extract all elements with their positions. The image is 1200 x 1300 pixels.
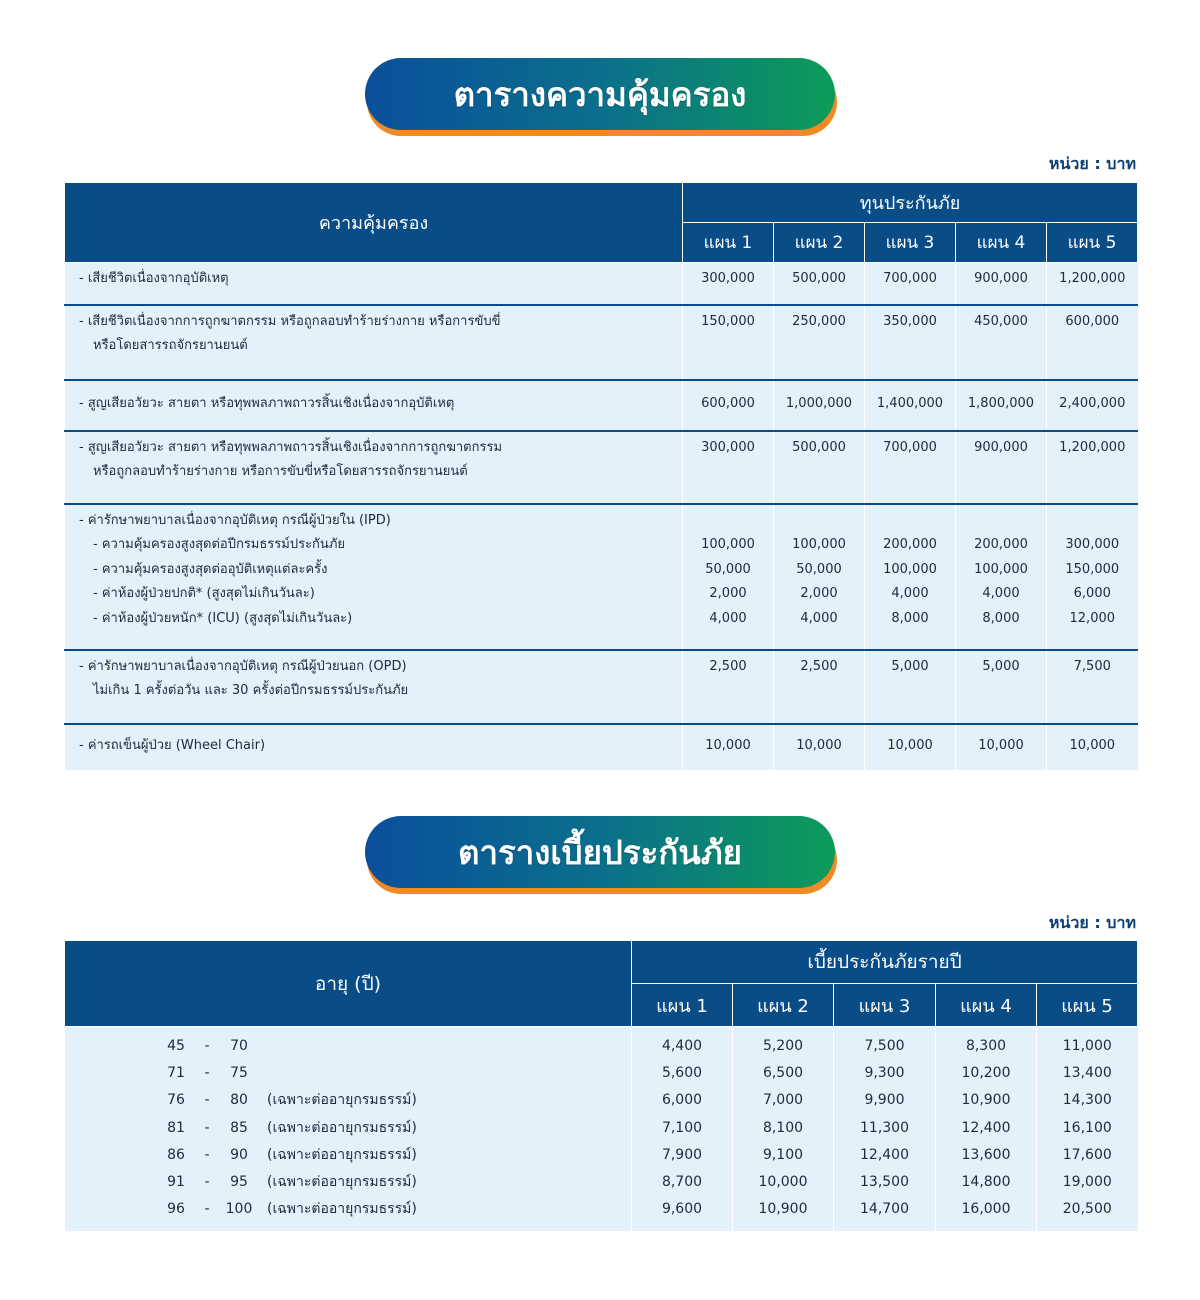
age-from: 45	[167, 1038, 185, 1054]
coverage-amount	[775, 509, 863, 534]
coverage-amount	[957, 509, 1045, 534]
coverage-amount: 500,000	[792, 439, 846, 455]
age-from: 81	[167, 1119, 185, 1136]
coverage-row	[65, 305, 1138, 380]
premium-amount: 7,900	[661, 1146, 703, 1163]
coverage-line: - ค่ารักษาพยาบาลเนื่องจากอุบัติเหตุ กรณีผู้ป่วยนอก (OPD)	[79, 658, 407, 674]
coverage-amount-cell	[683, 305, 774, 380]
plan-header: แผน 2	[774, 223, 865, 263]
age-to: 85	[230, 1119, 248, 1136]
coverage-amount: 100,000	[974, 561, 1028, 577]
premium-amount: 19,000	[1062, 1174, 1112, 1191]
age-dash: -	[204, 1146, 210, 1163]
coverage-description	[65, 263, 683, 305]
coverage-amount-cell	[774, 650, 865, 724]
coverage-amount: 200,000	[974, 537, 1028, 552]
coverage-amount-cell	[1047, 724, 1138, 770]
coverage-amount: 900,000	[974, 271, 1028, 286]
coverage-title-banner	[365, 58, 835, 130]
age-from: 76	[167, 1092, 185, 1109]
premium-amount: 14,800	[961, 1174, 1011, 1191]
coverage-amount: 200,000	[883, 537, 937, 552]
coverage-row	[65, 380, 1138, 431]
age-range	[157, 1060, 630, 1087]
premium-amount: 10,900	[961, 1092, 1011, 1109]
plan-header: แผน 5	[1037, 984, 1138, 1027]
age-note: (เฉพาะต่ออายุกรมธรรม์)	[267, 1201, 417, 1218]
coverage-amount-cell	[956, 724, 1047, 770]
coverage-amount: 100,000	[701, 537, 755, 552]
sum-insured-header: ทุนประกันภัย	[683, 183, 1138, 223]
premium-table	[64, 940, 1138, 1231]
coverage-title: ตารางความคุ้มครอง	[453, 74, 747, 114]
coverage-amount: 900,000	[974, 439, 1028, 455]
age-range	[157, 1142, 630, 1169]
coverage-subline: - ความคุ้มครองสูงสุดต่อปีกรมธรรม์ประกันภัย	[93, 537, 346, 552]
age-dash: -	[204, 1038, 210, 1054]
premium-amount: 13,500	[860, 1174, 909, 1191]
coverage-amount-cell	[865, 380, 956, 431]
coverage-amount-cell	[1047, 504, 1138, 650]
premium-amount: 17,600	[1062, 1146, 1112, 1163]
age-range	[157, 1196, 630, 1223]
premium-plan-cell	[834, 1027, 936, 1232]
premium-amount: 5,200	[762, 1038, 804, 1054]
premium-amount: 12,400	[961, 1119, 1011, 1136]
coverage-amount: 4,000	[891, 586, 929, 601]
coverage-description	[65, 305, 683, 380]
coverage-amount: 600,000	[701, 395, 755, 411]
coverage-amount	[866, 509, 954, 534]
age-note: (เฉพาะต่ออายุกรมธรรม์)	[267, 1174, 417, 1191]
coverage-amount-cell	[1047, 431, 1138, 504]
premium-amount: 6,500	[762, 1065, 804, 1082]
age-to: 80	[230, 1092, 248, 1109]
coverage-amount: 10,000	[1069, 737, 1116, 753]
premium-amount: 7,100	[661, 1119, 703, 1136]
coverage-amount: 2,400,000	[1059, 395, 1126, 411]
age-dash: -	[204, 1065, 210, 1082]
coverage-amount-cell	[865, 504, 956, 650]
coverage-amount: 1,200,000	[1059, 439, 1126, 455]
premium-amount: 8,700	[661, 1174, 703, 1191]
coverage-amount: 4,000	[800, 610, 838, 626]
coverage-row	[65, 431, 1138, 504]
premium-amount: 5,600	[661, 1065, 703, 1082]
coverage-subline: - ความคุ้มครองสูงสุดต่ออุบัติเหตุแต่ละครั้ง	[93, 561, 328, 577]
premium-plan-cell	[936, 1027, 1037, 1232]
coverage-amount: 6,000	[1073, 586, 1111, 601]
coverage-amount: 300,000	[1065, 537, 1120, 552]
age-note: (เฉพาะต่ออายุกรมธรรม์)	[267, 1119, 417, 1136]
premium-amount: 16,000	[961, 1201, 1011, 1218]
premium-amount: 13,400	[1062, 1065, 1112, 1082]
coverage-row	[65, 724, 1138, 770]
coverage-amount-cell	[1047, 650, 1138, 724]
coverage-amount: 100,000	[792, 537, 846, 552]
coverage-row	[65, 650, 1138, 724]
coverage-amount: 2,500	[709, 658, 747, 674]
coverage-unit-label: หน่วย : บาท	[1048, 154, 1136, 173]
coverage-amount-cell	[956, 504, 1047, 650]
coverage-amount-cell	[683, 431, 774, 504]
coverage-amount: 500,000	[792, 271, 846, 286]
coverage-amount: 2,500	[800, 658, 838, 674]
premium-amount: 9,600	[661, 1201, 703, 1218]
coverage-amount: 300,000	[701, 439, 755, 455]
age-to: 75	[230, 1065, 248, 1082]
coverage-amount	[684, 509, 772, 534]
coverage-line: - ค่ารถเข็นผู้ป่วย (Wheel Chair)	[79, 737, 266, 753]
coverage-amount: 7,500	[1073, 658, 1111, 674]
coverage-amount-cell	[1047, 305, 1138, 380]
age-from: 71	[167, 1065, 185, 1082]
premium-plan-cell	[733, 1027, 834, 1232]
coverage-description	[65, 380, 683, 431]
coverage-amount: 50,000	[796, 561, 842, 577]
coverage-line: หรือโดยสารรถจักรยานยนต์	[93, 338, 248, 353]
coverage-amount: 450,000	[974, 313, 1028, 329]
coverage-amount: 250,000	[792, 313, 846, 329]
coverage-amount-cell	[774, 724, 865, 770]
coverage-amount-cell	[774, 263, 865, 305]
coverage-amount-cell	[865, 305, 956, 380]
coverage-amount-cell	[774, 380, 865, 431]
premium-plan-cell	[1037, 1027, 1138, 1232]
coverage-amount: 10,000	[705, 737, 751, 753]
coverage-amount: 350,000	[883, 313, 937, 329]
age-to: 95	[230, 1174, 248, 1191]
coverage-amount-cell	[683, 504, 774, 650]
plan-header: แผน 4	[936, 984, 1037, 1027]
coverage-description	[65, 504, 683, 650]
coverage-amount: 700,000	[883, 439, 937, 455]
coverage-amount-cell	[865, 431, 956, 504]
age-range	[157, 1087, 630, 1114]
coverage-line: - เสียชีวิตเนื่องจากการถูกฆาตกรรม หรือถูกลอบทำร้ายร่างกาย หรือการขับขี่	[79, 313, 501, 329]
age-dash: -	[204, 1174, 210, 1191]
plan-header: แผน 1	[632, 984, 733, 1027]
coverage-amount: 600,000	[1065, 313, 1120, 329]
coverage-amount: 8,000	[982, 610, 1020, 626]
coverage-amount-cell	[774, 431, 865, 504]
age-from: 96	[167, 1201, 185, 1218]
coverage-amount: 10,000	[796, 737, 842, 753]
coverage-amount-cell	[683, 650, 774, 724]
coverage-amount-cell	[683, 380, 774, 431]
coverage-amount: 300,000	[701, 271, 755, 286]
age-note	[259, 1033, 267, 1060]
age-ranges-cell	[65, 1027, 632, 1232]
coverage-amount: 10,000	[978, 737, 1024, 753]
coverage-amount-cell	[956, 380, 1047, 431]
coverage-amount-cell	[956, 263, 1047, 305]
premium-amount: 14,700	[860, 1201, 909, 1218]
age-note	[259, 1060, 267, 1087]
plan-header: แผน 4	[956, 223, 1047, 263]
premium-amount: 10,900	[758, 1201, 808, 1218]
coverage-amount: 5,000	[982, 658, 1020, 674]
coverage-subline: - ค่าห้องผู้ป่วยปกติ* (สูงสุดไม่เกินวันละ)	[93, 586, 315, 601]
age-note: (เฉพาะต่ออายุกรมธรรม์)	[267, 1146, 417, 1163]
age-dash: -	[204, 1201, 210, 1218]
premium-title: ตารางเบี้ยประกันภัย	[458, 832, 742, 872]
coverage-amount: 1,800,000	[967, 395, 1035, 411]
coverage-amount: 700,000	[883, 271, 937, 286]
coverage-amount-cell	[865, 263, 956, 305]
coverage-amount-cell	[774, 305, 865, 380]
age-to: 100	[225, 1201, 253, 1218]
coverage-amount: 10,000	[887, 737, 933, 753]
banner-body	[365, 58, 835, 130]
premium-amount: 9,300	[864, 1065, 905, 1082]
coverage-line: - สูญเสียอวัยวะ สายตา หรือทุพพลภาพถาวรสิ้นเชิงเนื่องจากอุบัติเหตุ	[79, 395, 455, 411]
coverage-description	[65, 431, 683, 504]
coverage-amount-cell	[865, 724, 956, 770]
coverage-amount-cell	[774, 504, 865, 650]
coverage-amount-cell	[683, 263, 774, 305]
plan-header: แผน 1	[683, 223, 774, 263]
premium-amount: 11,000	[1062, 1038, 1112, 1054]
premium-amount: 9,100	[762, 1146, 804, 1163]
coverage-amount: 2,000	[709, 586, 747, 601]
premium-plan-cell	[632, 1027, 733, 1232]
coverage-line: - ค่ารักษาพยาบาลเนื่องจากอุบัติเหตุ กรณีผู้ป่วยใน (IPD)	[79, 512, 391, 528]
coverage-description	[65, 724, 683, 770]
age-dash: -	[204, 1119, 210, 1136]
premium-title-banner	[365, 816, 835, 888]
coverage-line: หรือถูกลอบทำร้ายร่างกาย หรือการขับขี่หรือโดยสารรถจักรยานยนต์	[93, 464, 468, 479]
plan-header: แผน 5	[1047, 223, 1138, 263]
premium-amount: 10,200	[961, 1065, 1011, 1082]
plan-header: แผน 3	[865, 223, 956, 263]
age-to: 70	[230, 1038, 248, 1054]
premium-amount: 16,100	[1062, 1119, 1112, 1136]
premium-unit-label: หน่วย : บาท	[1048, 913, 1136, 932]
coverage-amount: 150,000	[701, 313, 755, 329]
coverage-row	[65, 263, 1138, 305]
age-to: 90	[230, 1146, 248, 1163]
age-range	[157, 1169, 630, 1196]
coverage-amount	[1048, 509, 1137, 534]
coverage-line: ไม่เกิน 1 ครั้งต่อวัน และ 30 ครั้งต่อปีกรมธรรม์ประกันภัย	[93, 683, 409, 698]
coverage-amount-cell	[956, 431, 1047, 504]
coverage-table	[64, 182, 1138, 770]
premium-amount: 8,300	[965, 1038, 1007, 1054]
coverage-amount: 1,200,000	[1059, 271, 1126, 286]
coverage-amount-cell	[1047, 263, 1138, 305]
coverage-line: - สูญเสียอวัยวะ สายตา หรือทุพพลภาพถาวรสิ้นเชิงเนื่องจากการถูกฆาตกรรม	[79, 439, 503, 455]
age-from: 91	[167, 1174, 185, 1191]
coverage-column-header: ความคุ้มครอง	[65, 183, 683, 263]
coverage-amount: 12,000	[1069, 610, 1116, 626]
coverage-amount-cell	[956, 650, 1047, 724]
premium-row	[65, 1027, 1138, 1232]
coverage-amount-cell	[865, 650, 956, 724]
age-dash: -	[204, 1092, 210, 1109]
premium-amount: 14,300	[1062, 1092, 1112, 1109]
age-range	[157, 1033, 630, 1060]
coverage-amount: 150,000	[1065, 561, 1120, 577]
coverage-amount: 4,000	[709, 610, 747, 626]
premium-amount: 8,100	[762, 1119, 804, 1136]
premium-amount: 4,400	[661, 1038, 703, 1054]
banner-body	[365, 816, 835, 888]
coverage-amount-cell	[956, 305, 1047, 380]
premium-amount: 10,000	[758, 1174, 808, 1191]
premium-amount: 11,300	[860, 1119, 909, 1136]
premium-amount: 7,500	[864, 1038, 905, 1054]
premium-amount: 9,900	[864, 1092, 905, 1109]
coverage-amount: 2,000	[800, 586, 838, 601]
coverage-amount-cell	[683, 724, 774, 770]
premium-amount: 7,000	[762, 1092, 804, 1109]
coverage-subline: - ค่าห้องผู้ป่วยหนัก* (ICU) (สูงสุดไม่เกินวันละ)	[93, 610, 353, 626]
coverage-amount: 8,000	[891, 610, 929, 626]
coverage-amount: 100,000	[883, 561, 937, 577]
coverage-amount: 1,000,000	[785, 395, 853, 411]
coverage-amount: 4,000	[982, 586, 1020, 601]
premium-amount: 12,400	[860, 1146, 909, 1163]
age-from: 86	[167, 1146, 185, 1163]
plan-header: แผน 3	[834, 984, 936, 1027]
age-note: (เฉพาะต่ออายุกรมธรรม์)	[267, 1092, 417, 1109]
plan-header: แผน 2	[733, 984, 834, 1027]
coverage-amount-cell	[1047, 380, 1138, 431]
coverage-amount: 50,000	[705, 561, 751, 577]
premium-amount: 6,000	[661, 1092, 703, 1109]
premium-amount: 13,600	[961, 1146, 1011, 1163]
coverage-line: - เสียชีวิตเนื่องจากอุบัติเหตุ	[79, 271, 229, 286]
age-column-header: อายุ (ปี)	[65, 941, 632, 1027]
coverage-row	[65, 504, 1138, 650]
coverage-description	[65, 650, 683, 724]
coverage-amount: 5,000	[891, 658, 929, 674]
annual-premium-header: เบี้ยประกันภัยรายปี	[632, 941, 1138, 984]
coverage-amount: 1,400,000	[876, 395, 944, 411]
premium-amount: 20,500	[1062, 1201, 1112, 1218]
age-range	[157, 1115, 630, 1142]
